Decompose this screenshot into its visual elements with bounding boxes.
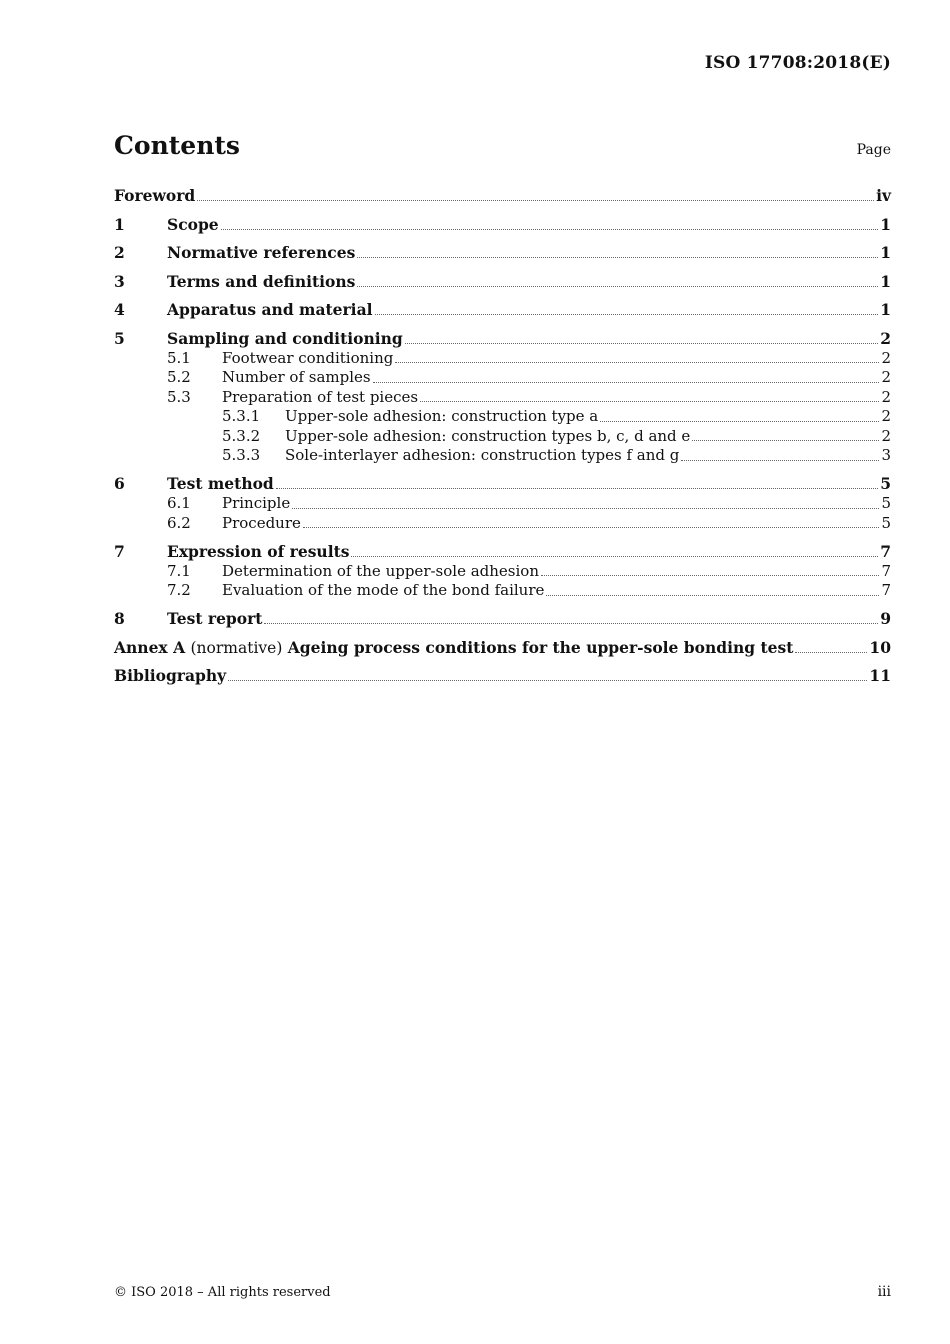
toc-entry-number: 7 [114, 541, 125, 561]
toc-leader-dots [357, 257, 878, 258]
toc-entry-title: Expression of results [167, 541, 350, 561]
toc-entry-number: 5.3.3 [222, 446, 261, 464]
toc-leader-dots [197, 200, 874, 201]
toc-entry-page: 7 [880, 541, 891, 561]
toc-entry-page: 2 [881, 407, 891, 425]
toc-entry-page: 1 [880, 271, 891, 291]
toc-entry-number: 3 [114, 271, 125, 291]
toc-leader-dots [373, 382, 880, 383]
toc-entry-title: Bibliography [114, 666, 227, 685]
page-column-label: Page [856, 142, 891, 158]
toc-entry-title: Sole-interlayer adhesion: construction types f and g [285, 446, 680, 464]
table-of-contents [114, 186, 891, 686]
contents-heading: Contents [114, 131, 241, 160]
toc-entry[interactable] [114, 666, 891, 686]
document-identifier: ISO 17708:2018(E) [704, 53, 891, 73]
toc-entry-number: 1 [114, 214, 125, 234]
toc-entry-page: 10 [869, 637, 891, 657]
toc-entry[interactable] [114, 474, 891, 494]
toc-entry-page: 5 [881, 494, 891, 512]
toc-entry[interactable] [114, 638, 891, 658]
toc-entry-page: 2 [881, 348, 891, 367]
toc-entry-page: 1 [880, 214, 891, 234]
toc-leader-dots [276, 488, 878, 489]
toc-entry-page: 5 [881, 513, 891, 532]
toc-leader-dots [303, 527, 880, 528]
toc-leader-dots [600, 421, 879, 422]
toc-entry-page: 11 [869, 666, 891, 685]
toc-entry-number: 5 [114, 328, 125, 348]
toc-entry[interactable] [114, 186, 891, 206]
toc-entry-page: 2 [881, 368, 891, 386]
toc-entry-title: Sampling and conditioning [167, 328, 403, 348]
toc-entry[interactable] [114, 407, 891, 427]
toc-leader-dots [795, 652, 867, 653]
toc-entry-page: 7 [881, 581, 891, 599]
page-number: iii [877, 1284, 891, 1300]
toc-leader-dots [546, 595, 879, 596]
toc-entry[interactable] [114, 446, 891, 466]
toc-entry-number: 5.3.2 [222, 426, 261, 445]
toc-entry-number: 6 [114, 474, 125, 493]
toc-entry-page: 1 [880, 243, 891, 262]
toc-entry[interactable] [114, 542, 891, 562]
toc-leader-dots [405, 343, 878, 344]
toc-entry-number: 5.3 [167, 387, 191, 406]
toc-entry-title: Evaluation of the mode of the bond failure [222, 581, 545, 599]
toc-entry-note: (normative) [190, 638, 283, 657]
toc-entry[interactable] [114, 609, 891, 629]
toc-entry[interactable] [114, 368, 891, 388]
toc-entry-page: 9 [880, 609, 891, 628]
toc-entry-page: 3 [881, 446, 891, 464]
toc-entry[interactable] [114, 581, 891, 601]
toc-entry-title: Upper-sole adhesion: construction type a [285, 407, 599, 425]
toc-entry[interactable] [114, 494, 891, 514]
toc-leader-dots [375, 314, 879, 315]
toc-entry-title: Apparatus and material [167, 300, 373, 319]
toc-leader-dots [420, 401, 879, 402]
toc-entry-number: 5.3.1 [222, 407, 261, 425]
toc-entry-number: 5.2 [167, 368, 191, 386]
toc-entry-title-rest: Ageing process conditions for the upper-sole bonding test [287, 637, 794, 657]
toc-leader-dots [681, 460, 879, 461]
toc-entry-page: 7 [881, 561, 891, 580]
toc-entry-title: Procedure [222, 513, 301, 532]
toc-entry-title: Principle [222, 494, 291, 512]
toc-entry[interactable] [114, 562, 891, 582]
toc-entry-page: 5 [880, 474, 891, 493]
toc-entry-title: Footwear conditioning [222, 348, 394, 367]
toc-entry-title: Determination of the upper-sole adhesion [222, 561, 539, 580]
toc-leader-dots [264, 623, 878, 624]
toc-entry-page: 2 [881, 387, 891, 406]
toc-entry-number: 6.2 [167, 513, 191, 532]
toc-entry-number: 6.1 [167, 494, 191, 512]
toc-entry-title: Terms and definitions [167, 271, 356, 291]
toc-entry[interactable] [114, 329, 891, 349]
toc-entry-title: Foreword [114, 186, 196, 205]
toc-entry-number: 2 [114, 243, 125, 262]
copyright-notice: © ISO 2018 – All rights reserved [114, 1285, 331, 1300]
toc-leader-dots [541, 575, 879, 576]
toc-entry-title: Preparation of test pieces [222, 387, 419, 406]
toc-entry[interactable] [114, 243, 891, 263]
toc-entry-page: iv [876, 186, 891, 205]
toc-entry[interactable] [114, 427, 891, 447]
toc-entry-number: 7.1 [167, 561, 191, 580]
toc-entry[interactable] [114, 272, 891, 292]
toc-entry-number: 5.1 [167, 348, 191, 367]
toc-leader-dots [221, 229, 879, 230]
toc-leader-dots [692, 440, 879, 441]
toc-leader-dots [292, 508, 879, 509]
toc-entry-number: 8 [114, 609, 125, 628]
toc-entry[interactable] [114, 388, 891, 408]
toc-entry-title: Test method [167, 474, 274, 493]
toc-entry-page: 1 [880, 300, 891, 319]
toc-entry-title: Number of samples [222, 368, 371, 386]
toc-entry[interactable] [114, 215, 891, 235]
toc-entry-number: 4 [114, 300, 125, 319]
toc-entry[interactable] [114, 514, 891, 534]
toc-leader-dots [395, 362, 879, 363]
toc-entry[interactable] [114, 300, 891, 320]
toc-leader-dots [228, 680, 867, 681]
toc-entry-page: 2 [881, 426, 891, 445]
toc-entry-page: 2 [880, 328, 891, 348]
toc-leader-dots [357, 286, 878, 287]
toc-entry-title: Annex A (normative) Ageing process conditions for the upper-sole bonding test [114, 637, 794, 657]
toc-leader-dots [351, 556, 878, 557]
toc-entry-number: 7.2 [167, 581, 191, 599]
toc-entry-title: Test report [167, 609, 263, 628]
toc-entry-title: Upper-sole adhesion: construction types b, c, d and e [285, 426, 691, 445]
toc-entry-title: Scope [167, 214, 219, 234]
toc-entry-title: Normative references [167, 243, 356, 262]
toc-entry[interactable] [114, 349, 891, 369]
